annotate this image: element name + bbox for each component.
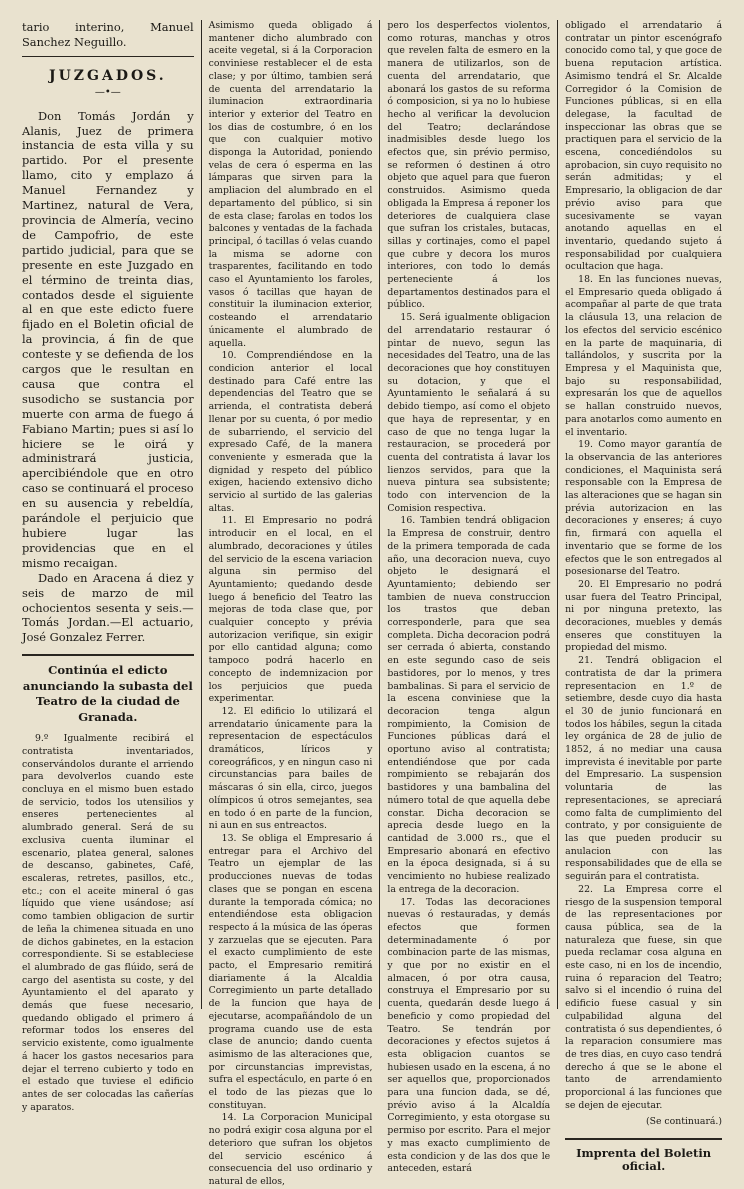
clause-10: 10. Comprendiéndose en la condicion anterior el local destinado para Café entre las dependencias del Teatro que se arrienda, el contratista deberá llenar por su cuenta, ó por medio de subarriendo, el servicio del expresado Café, de la manera conveniente y esmerada que la dignidad y respeto del público exigen, haciendo extensivo dicho servicio al surtido de las galerias altas.	[208, 350, 373, 514]
clause-15: 15. Será igualmente obligacion del arrendatario restaurar ó pintar de nuevo, segun las necesidades del Teatro, una de las decoraciones que hoy constituyen su dotacion, y que el Ayuntamiento le señalará á su debido tiempo, así como el objeto que haya de representar, y en caso de que no tenga lugar la restauracion, se procederá por cuenta del contratista á lavar los lienzos servidos, para que la nueva pintura sea subsistente; todo con intervencion de la Comision respectiva.	[387, 312, 551, 514]
clause-17: 17. Todas las decoraciones nuevas ó restauradas, y demás efectos que formen determinadamente ó por combinacion parte de las mismas, y que por no existir en el almacen, ó por otra causa, construya el Empresario por su cuenta, quedarán desde luego á beneficio y como propiedad del Teatro. Se tendrán por decoraciones y efectos sujetos á esta obligacion cuantos se hubiesen usado en la escena, á no ser aquellos que, proporcionados para una funcion dada, se dé, prévio aviso á la Alcaldía Corregimiento, y esta otorgase su permiso por escrito. Para el mejor y mas exacto cumplimiento de esta condicion y de las dos que le anteceden, estará	[387, 896, 551, 1175]
clause-21: 21. Tendrá obligacion el contratista de dar la primera representacion en 1.º de setiembre, desde cuyo dia hasta el 30 de junio funcionará en todos los hábiles, segun la citada ley orgánica de 28 de julio de 1852, á no mediar una causa imprevista é inevitable por parte del Empresario. La suspension voluntaria de las representaciones, se apreciará como falta de cumplimiento del contrato, y por consiguiente de las que pueden producir su anulacion con las responsabilidades que de ella se seguirán para el contratista.	[565, 655, 723, 883]
clause-13: 13. Se obliga el Empresario á entregar para el Archivo del Teatro un ejemplar de las producciones nuevas de todas clases que se pongan en escena durante la temporada cómica; no entendiéndose esta obligacion respecto á la música de las óperas y zarzuelas que se ejecuten. Para el exacto cumplimiento de este pacto, el Empresario remitirá diariamente á la Alcaldia Corregimiento un parte detallado de la funcion que haya de ejecutarse, acompañándolo de un programa cuando use de esta clase de anuncio; dando cuenta asimismo de las alteraciones que, por circunstancias imprevistas, sufra el espectáculo, en parte ó en el todo de las piezas que lo constituyan.	[208, 833, 373, 1111]
clause-19: 19. Como mayor garantía de la observancia de las anteriores condiciones, el Maquinista será responsable con la Empresa de las alteraciones que se hagan sin prévia autorizacion en las decoraciones y enseres; á cuyo fin, firmará con aquella el inventario que se forme de los efectos que le son entregados al posesionarse del Teatro.	[565, 439, 723, 578]
clause-11: 11. El Empresario no podrá introducir en el local, en el alumbrado, decoraciones y útiles del servicio de la escena variacion alguna sin permiso del Ayuntamiento; quedando desde luego á beneficio del Teatro las mejoras de toda clase que, por cualquier concepto y prévia autorizacion verifique, sin exigir por ello cantidad alguna; como tampoco podrá hacerlo en concepto de indemnizacion por los perjuicios que pueda experimentar.	[208, 515, 373, 705]
clause-14-cont: pero los desperfectos violentos, como roturas, manchas y otros que revelen falta de esmero en la manera de utilizarlos, son de cuenta del arrendatario, que abonará los gastos de su reforma ó composicion, si ya no lo hubiese hecho al verificar la devolucion del Teatro; declarándose inadmisibles desde luego los efectos que, sin prévio permiso, se reformen ó destinen á otro objeto que aquel para que fueron construidos. Asimismo queda obligada la Empresa á reponer los deteriores de cualquiera clase que sufran los cristales, butacas, sillas y cortinajes, como el papel que cubre y decora los muros interiores, con todo lo demás perteneciente á los departamentos destinados para el público.	[387, 20, 551, 311]
column-3	[381, 20, 556, 1175]
divider	[22, 56, 194, 57]
divider-thick	[565, 1138, 722, 1140]
clause-18: 18. En las funciones nuevas, el Empresario queda obligado á acompañar al parte de que trata la cláusula 13, una relacion de los efectos del servicio escénico en la parte de maquinaria, di tallándolos, y suscrita por la Empresa y el Maquinista que, bajo su responsabilidad, expresarán los que de aquellos se hallan construido nuevos, para anotarlos como aumento en el inventario.	[565, 274, 723, 438]
columns	[16, 20, 728, 1187]
column-rule	[557, 20, 558, 1009]
divider-thick	[22, 654, 194, 656]
clause-9-cont: Asimismo queda obligado á mantener dicho alumbrado con aceite vegetal, si á la Corporacion conviniese restablecer el de esta clase; y por último, tambien será de cuenta del arrendatario la iluminacion extraordinaria interior y exterior del Teatro en los dias de costumbre, ó en los que con cualquier motivo disponga la Autoridad, poniendo velas de cera ó esperma en las lámparas que sirven para la ampliacion del alumbrado en el departamento del público, si sin de esta clase; farolas en todos los balcones y ventadas de la fachada principal, ó tacillas ó velas cuando la misma se adorne con trasparentes, facilitando en todo caso el Ayuntamiento los faroles, vasos ó tacillas que hayan de constituir la iluminacion exterior, costeando el arrendatario únicamente el alumbrado de aquella.	[208, 20, 373, 349]
section-title-teatro: Continúa el edicto anunciando la subasta del Teatro de la ciudad de Granada.	[22, 663, 193, 724]
clause-22: 22. La Empresa corre el riesgo de la suspension temporal de las representaciones por causa pública, sea de la naturaleza que fuese, sin que pueda reclamar cosa alguna en este caso, ni en los de incendio, ruina ó reparacion del Teatro; salvo si el incendio ó ruina del edificio fuese casual y sin culpabilidad alguna del contratista ó sus dependientes, ó la reparacion consumiere mas de tres dias, en cuyo caso tendrá derecho á que se le abone el tanto de arrendamiento proporcional á las funciones que se dejen de ejecutar.	[565, 883, 723, 1111]
clause-12: 12. El edificio lo utilizará el arrendatario únicamente para la representacion de espectáculos dramáticos, líricos y coreográficos, y en ningun caso ni circunstancias para bailes de máscaras ó sin ella, circo, juegos olímpicos ú otros semejantes, sea en todo ó en parte de la funcion, ni aun en sus entreactos.	[208, 705, 373, 832]
clause-20: 20. El Empresario no podrá usar fuera del Teatro Principal, ni por ninguna pretexto, las decoraciones, muebles y demás enseres que constituyen la propiedad del mismo.	[565, 578, 723, 654]
column-rule	[379, 20, 380, 1009]
continued-note: (Se continuará.)	[645, 1116, 723, 1128]
edict-signature: Dado en Aracena á diez y seis de marzo de mil ochocientos sesenta y seis.—Tomás Jordan.—El actuario, José Gonzalez Ferrer.	[22, 570, 194, 645]
edict-paragraph: Don Tomás Jordán y Alanis, Juez de primera instancia de esta villa y su partido. Por el presente llamo, cito y emplazo á Manuel Fernandez y Martinez, natural de Vera, provincia de Almería, vecino de Campofrio, de este partido judicial, para que se presente en este Juzgado en el término de treinta dias, contados desde el siguiente al en que este edicto fuere fijado en el Boletin oficial de la provincia, á fin de que conteste y se defienda de los cargos que le resultan en causa que contra el susodicho se sustancia por muerte con arma de fuego á Fabiano Martin; pues si así lo hiciere se le oirá y administrará justicia, apercibiéndole que en otro caso se continuará el proceso en su ausencia y rebeldía, parándole el perjuicio que hubiere lugar las providencias que en el mismo recaigan.	[22, 108, 194, 570]
clause-16: 16. Tambien tendrá obligacion la Empresa de construir, dentro de la primera temporada de cada año, una decoracion nueva, cuyo objeto le designará el Ayuntamiento; debiendo ser tambien de nueva construccion los trastos que deban corresponderle, para que sea completa. Dicha decoracion podrá ser cerrada ó abierta, constando en este segundo caso de seis bastidores, por lo menos, y tres bambalinas. Si para el servicio de la escena conviniese que la decoracion tenga algun rompimiento, la Comision de Funciones públicas dará el oportuno aviso al contratista; entendiéndose que por cada rompimiento se rebajarán dos bastidores y una bambalina del número total de que aquella debe constar. Dicha decoracion se aprecia desde luego en la cantidad de 3.000 rs., que el Empresario abonará en efectivo en la época designada, si á su vencimiento no hubiese realizado la entrega de la decoracion.	[387, 515, 551, 895]
column-1	[16, 20, 200, 1113]
clause-9: 9.º Igualmente recibirá el contratista inventariados, conservándolos durante el arriendo para devolverlos cuando este concluya en el mismo buen estado de servicio, todos los utensilios y enseres pertenecientes al alumbrado general. Será de su exclusiva cuenta iluminar el escenario, platea general, salones de descanso, gabinetes, Café, escaleras, retretes, pasillos, etc., etc.; con el aceite mineral ó gas líquido que viene usándose; así como tambien obligacion de surtir de leña la chimenea situada en uno de dichos gabinetes, en la estacion correspondiente. Si se estableciese el alumbrado de gas flúido, será de cargo del asentista su coste, y del Ayuntamiento el del aparato y demás que fuese necesario, quedando obligado el primero á reformar todos los enseres del servicio existente, como igualmente á hacer los gastos necesarios para dejar el terreno cubierto y todo en el estado que tuviese el edificio antes de ser colocadas las cañerías y aparatos.	[22, 733, 194, 1113]
section-heading-juzgados: JUZGADOS.	[48, 67, 167, 84]
column-4	[559, 20, 728, 1173]
heading-ornament: —•—	[94, 86, 121, 98]
column-2	[203, 20, 379, 1187]
column-rule	[201, 20, 202, 1009]
clause-17-cont: obligado el arrendatario á contratar un pintor escenógrafo conocido como tal, y que goce de buena reputacion artística. Asimismo tendrá el Sr. Alcalde Corregidor ó la Comision de Funciones públicas, si en ella delegase, la facultad de inspeccionar las obras que se practiquen para el servicio de la escena, concediéndolos su aprobacion, sin cuyo requisito no serán admitidas; y el Empresario, la obligacion de dar prévio aviso para que sucesivamente se vayan anotando aquellas en el inventario, quedando sujeto á responsabilidad por cualquiera ocultacion que haga.	[565, 20, 723, 273]
clause-14: 14. La Corporacion Municipal no podrá exigir cosa alguna por el deterioro que sufran los objetos del servicio escénico á consecuencia del uso ordinario y natural de ellos,	[208, 1112, 373, 1187]
printer-imprint: Imprenta del Boletin oficial.	[576, 1146, 712, 1173]
signature-line: tario interino, Manuel Sanchez Neguillo.	[22, 20, 194, 49]
